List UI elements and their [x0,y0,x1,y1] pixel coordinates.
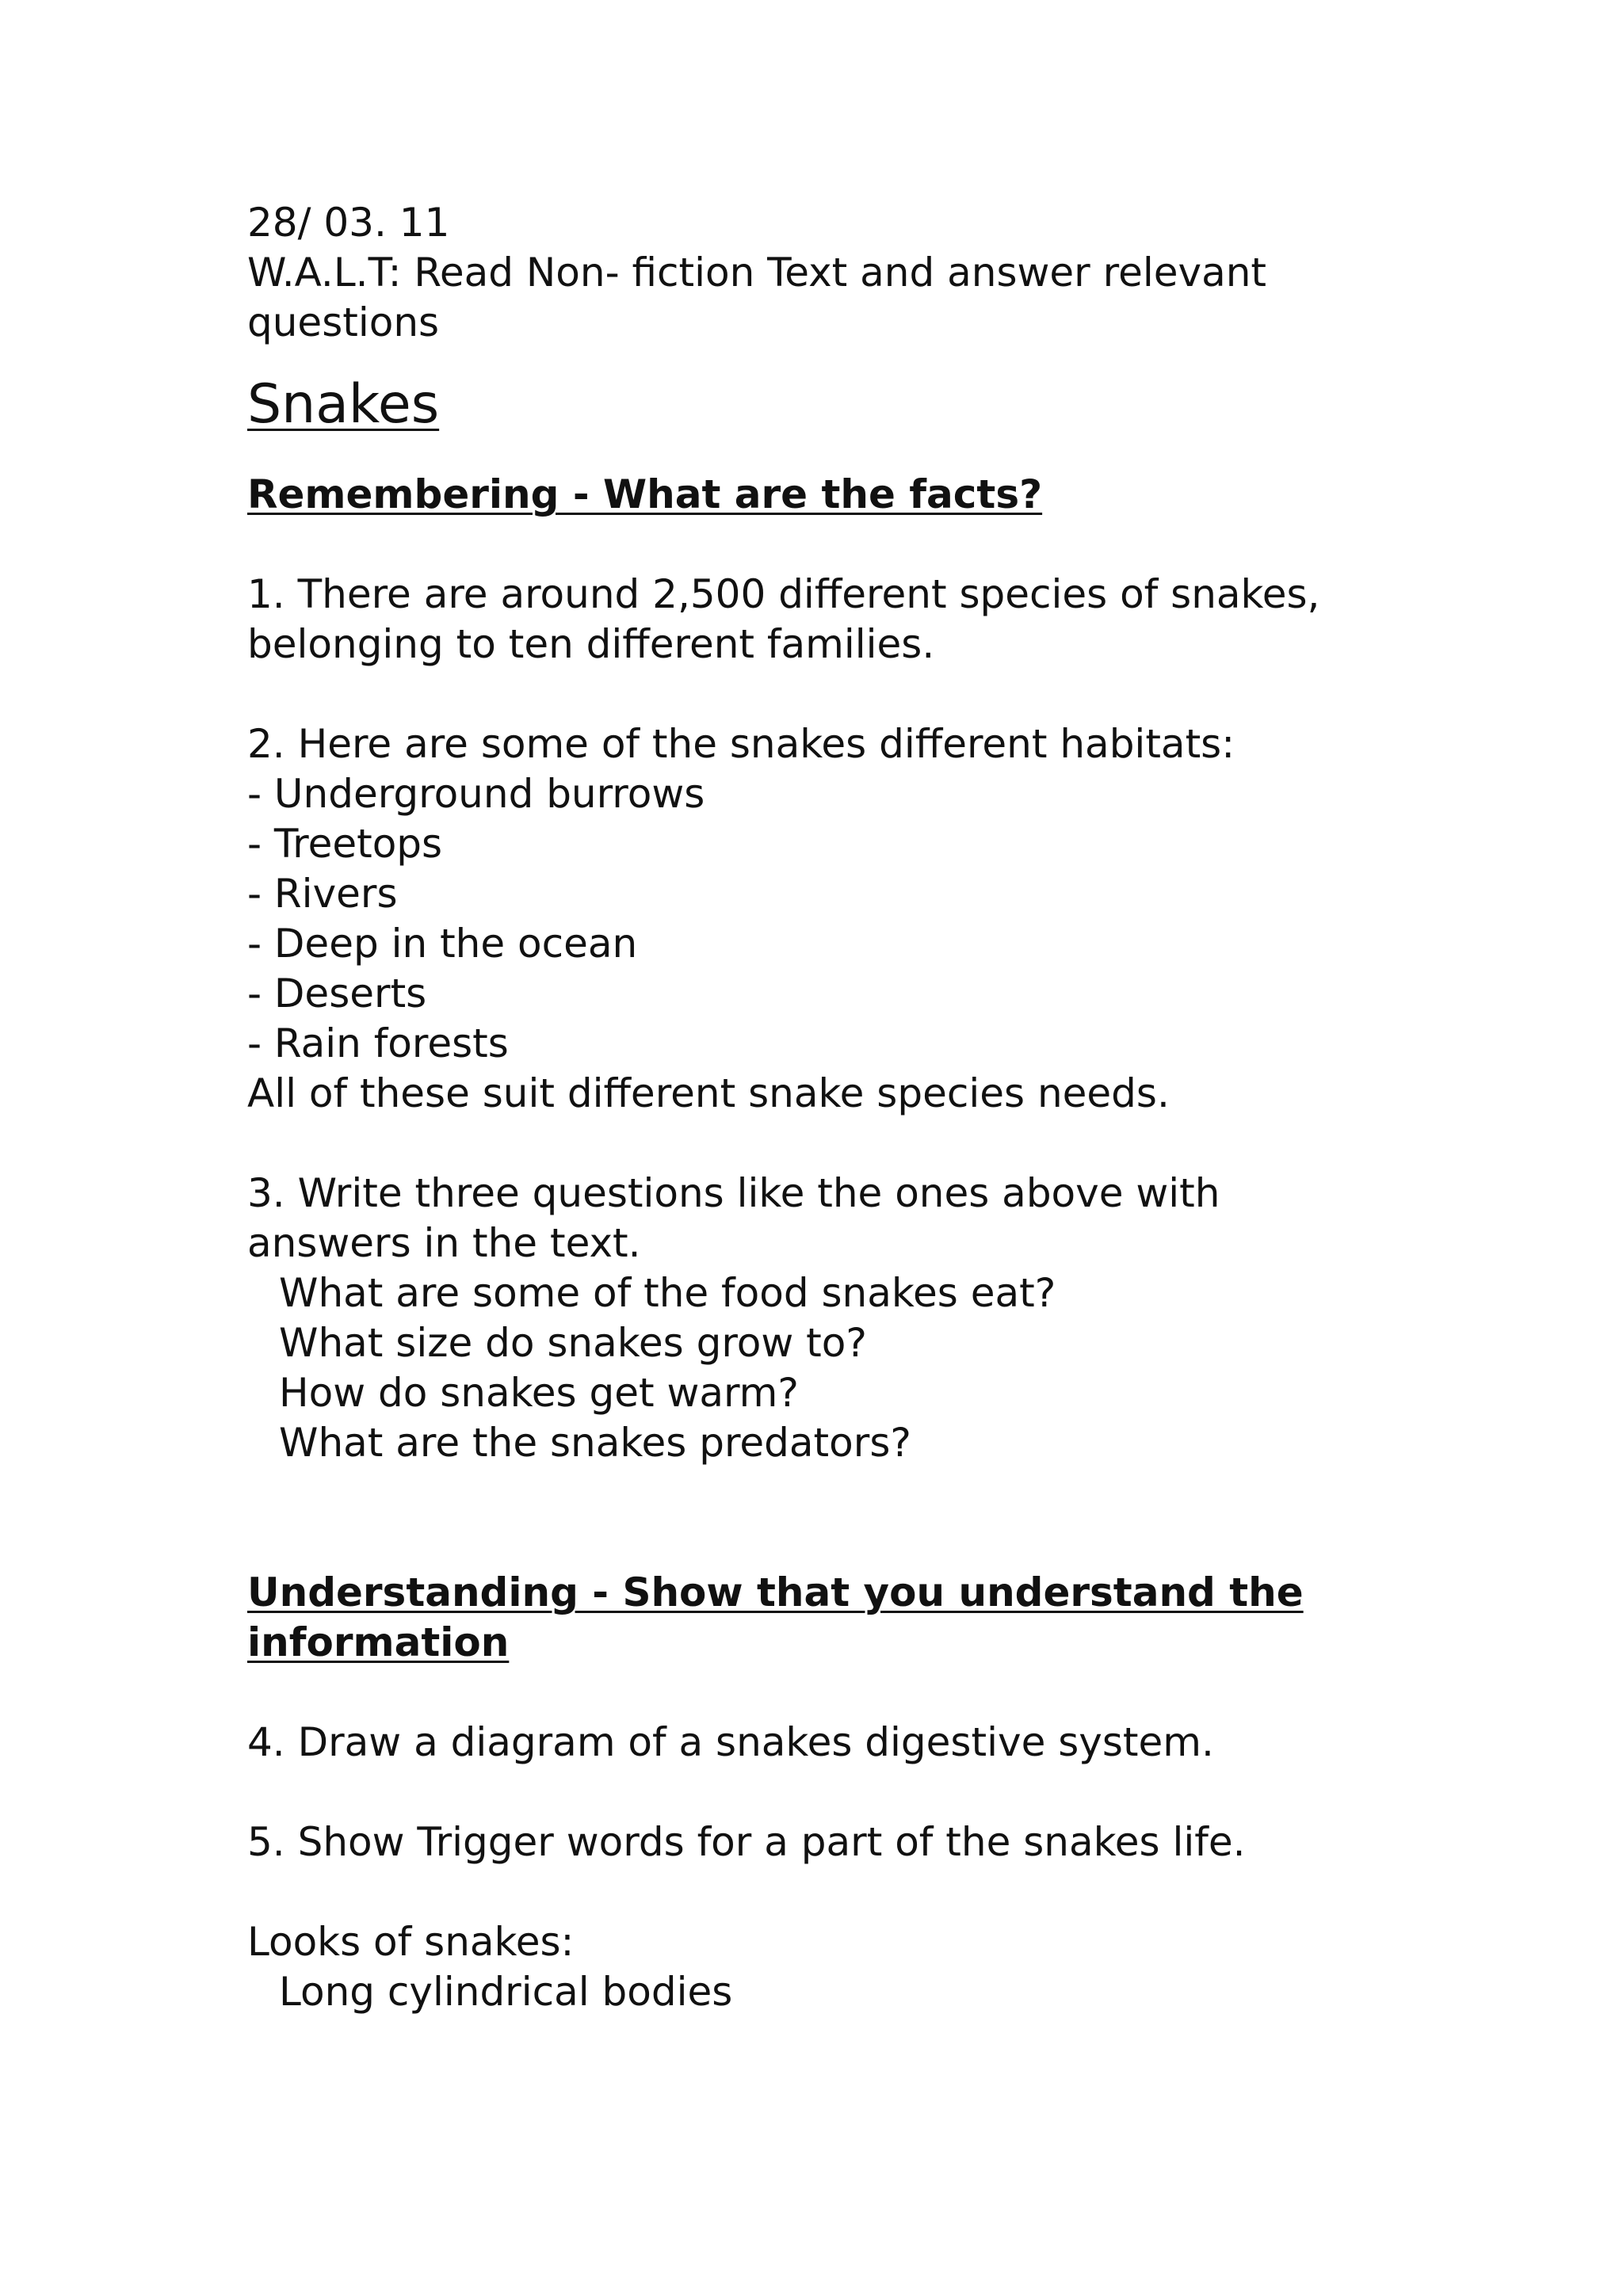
question-2-conclusion: All of these suit different snake species needs. [247,1070,1170,1116]
habitat-item: - Underground burrows [247,771,705,817]
spacer [247,520,1420,570]
spacer [247,1668,1420,1718]
question-1-line-2: belonging to ten different families. [247,621,935,667]
spacer [247,1867,1420,1917]
understanding-heading-continued: information [247,1619,510,1665]
document-page [247,198,1420,2017]
question-5: 5. Show Trigger words for a part of the snakes life. [247,1819,1246,1865]
walt-line: W.A.L.T: Read Non- fiction Text and answer relevant [247,250,1267,296]
habitat-item: - Treetops [247,821,443,867]
spacer [247,437,1420,470]
student-question: What are some of the food snakes eat? [279,1270,1056,1316]
question-3-line-2: answers in the text. [247,1220,641,1266]
remembering-heading: Remembering - What are the facts? [247,471,1043,517]
looks-item: Long cylindrical bodies [279,1969,733,2015]
student-question: What are the snakes predators? [279,1420,911,1466]
question-3-line-1: 3. Write three questions like the ones above with [247,1170,1220,1216]
student-question: How do snakes get warm? [279,1370,799,1416]
habitat-item: - Rivers [247,871,398,917]
habitat-item: - Deserts [247,971,427,1016]
spacer [247,1468,1420,1568]
looks-label: Looks of snakes: [247,1919,575,1965]
date-line: 28/ 03. 11 [247,200,450,246]
walt-line-continued: questions [247,299,440,345]
understanding-heading: Understanding - Show that you understand the [247,1569,1304,1615]
habitat-item: - Rain forests [247,1020,509,1066]
question-4: 4. Draw a diagram of a snakes digestive system. [247,1719,1214,1765]
question-1-line-1: 1. There are around 2,500 different species of snakes, [247,571,1320,617]
question-2-intro: 2. Here are some of the snakes different habitats: [247,721,1235,767]
student-question: What size do snakes grow to? [279,1320,867,1366]
page-title: Snakes [247,373,440,436]
spacer [247,669,1420,719]
spacer [247,1119,1420,1169]
habitat-item: - Deep in the ocean [247,921,638,967]
spacer [247,1768,1420,1817]
